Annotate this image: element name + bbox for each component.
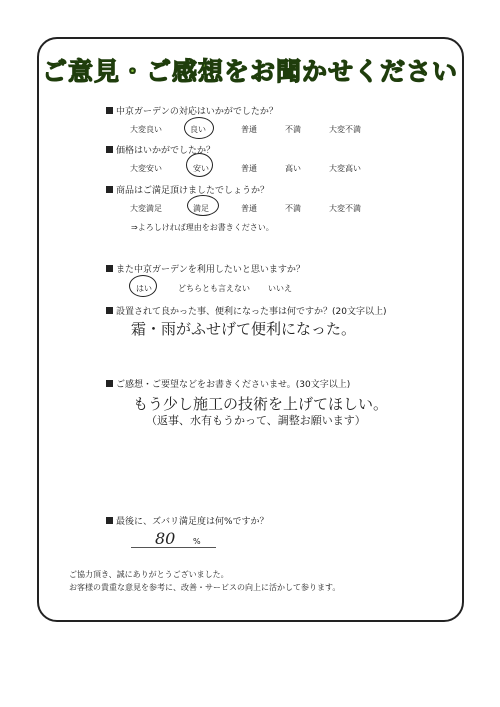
question-service-label: 中京ガーデンの対応はいかがでしたか？	[116, 107, 278, 117]
percent-unit: %	[193, 537, 201, 546]
bullet-square-icon	[106, 146, 113, 153]
satisfaction-answer[interactable]: 80	[155, 529, 176, 548]
option-satisfied[interactable]: 満足	[193, 204, 209, 213]
option-good[interactable]: 良い	[190, 125, 206, 134]
bullet-square-icon	[106, 186, 113, 193]
option-very-expensive[interactable]: 大変高い	[329, 164, 361, 173]
bullet-square-icon	[106, 307, 113, 314]
selection-circle-satisfied	[187, 195, 219, 216]
question-product-label: 商品はご満足頂けましたでしょうか？	[116, 186, 270, 196]
option-very-dissatisfied[interactable]: 大変不満	[329, 125, 361, 134]
option-very-satisfied[interactable]: 大変満足	[130, 204, 162, 213]
option-no[interactable]: いいえ	[268, 284, 292, 293]
question-reuse-label: また中京ガーデンを利用したいと思いますか？	[116, 265, 305, 275]
question-price-label: 価格はいかがでしたか？	[116, 146, 216, 156]
option-very-cheap[interactable]: 大変安い	[130, 164, 162, 173]
bullet-square-icon	[106, 380, 113, 387]
selection-circle-good	[184, 117, 214, 139]
option-very-good[interactable]: 大変良い	[130, 125, 162, 134]
option-very-dissatisfied[interactable]: 大変不満	[329, 204, 361, 213]
page-title: ご意見・ご感想をお聞かせください	[41, 57, 458, 86]
question-feedback-label: ご感想・ご要望などをお書きくださいませ。(30文字以上)	[116, 380, 351, 390]
question-product	[106, 183, 269, 196]
feedback-answer-line1[interactable]: もう少し施工の技術を上げてほしい。	[133, 395, 389, 413]
option-yes[interactable]: はい	[136, 284, 152, 293]
benefit-answer[interactable]: 霜・雨がふせげて便利になった。	[131, 320, 357, 338]
question-reuse	[106, 262, 305, 275]
option-normal[interactable]: 普通	[241, 125, 257, 134]
option-normal[interactable]: 普通	[241, 164, 257, 173]
satisfaction-underline	[131, 547, 216, 548]
option-neither[interactable]: どちらとも言えない	[178, 284, 250, 293]
option-dissatisfied[interactable]: 不満	[285, 125, 301, 134]
question-benefit	[106, 304, 386, 317]
bullet-square-icon	[106, 265, 113, 272]
question-satisfaction	[106, 514, 269, 527]
selection-circle-yes	[129, 275, 157, 297]
footer-thanks: ご協力頂き、誠にありがとうございました。	[69, 570, 229, 579]
feedback-answer-line2[interactable]: （返事、水有もうかって、調整お願います）	[146, 414, 366, 427]
question-satisfaction-label: 最後に、ズバリ満足度は何%ですか？	[116, 517, 269, 527]
footer-improvement: お客様の貴重な意見を参考に、改善・サービスの向上に活かして参ります。	[69, 583, 341, 592]
question-benefit-label: 設置されて良かった事、便利になった事は何ですか？(20文字以上)	[116, 307, 387, 317]
reason-note: ⇒よろしければ理由をお書きください。	[131, 223, 274, 232]
question-feedback	[106, 377, 350, 390]
question-service	[106, 104, 278, 117]
option-dissatisfied[interactable]: 不満	[285, 204, 301, 213]
bullet-square-icon	[106, 517, 113, 524]
option-expensive[interactable]: 高い	[285, 164, 301, 173]
option-cheap[interactable]: 安い	[193, 164, 209, 173]
bullet-square-icon	[106, 107, 113, 114]
option-normal[interactable]: 普通	[241, 204, 257, 213]
selection-circle-cheap	[186, 153, 213, 177]
